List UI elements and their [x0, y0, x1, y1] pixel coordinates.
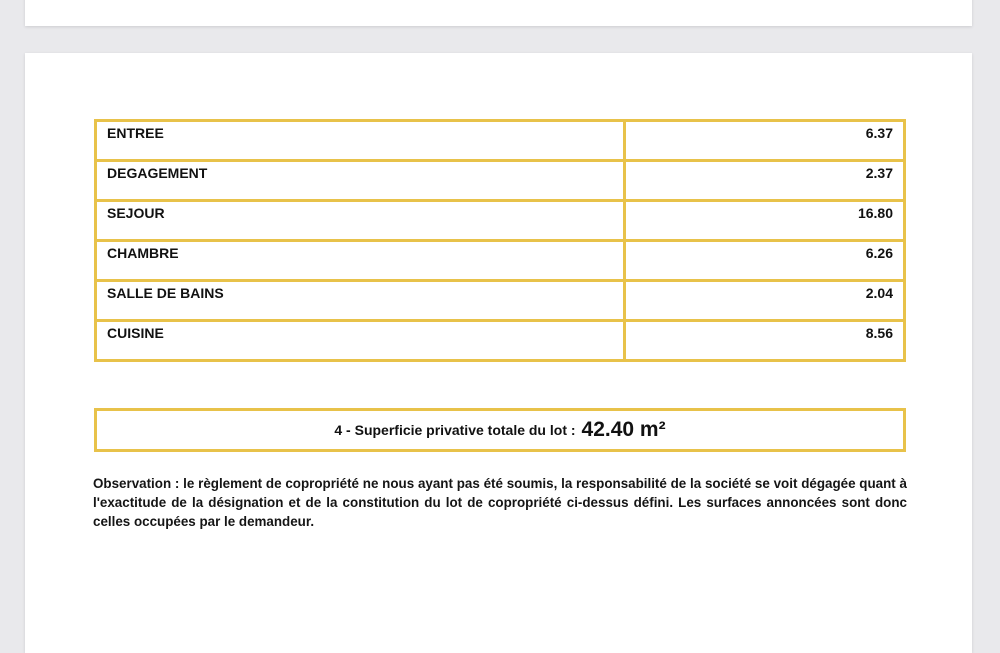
total-area-box — [94, 408, 906, 452]
table-row — [96, 241, 905, 281]
room-name: CUISINE — [96, 321, 625, 361]
room-name: SALLE DE BAINS — [96, 281, 625, 321]
table-row — [96, 281, 905, 321]
room-name: ENTREE — [96, 121, 625, 161]
room-name: SEJOUR — [96, 201, 625, 241]
rooms-table — [94, 119, 906, 362]
room-area: 16.80 — [625, 201, 905, 241]
table-row — [96, 201, 905, 241]
room-name: CHAMBRE — [96, 241, 625, 281]
room-area: 8.56 — [625, 321, 905, 361]
table-row — [96, 321, 905, 361]
total-area-value: 42.40 m² — [581, 418, 666, 441]
room-area: 2.37 — [625, 161, 905, 201]
room-area: 6.37 — [625, 121, 905, 161]
room-name: DEGAGEMENT — [96, 161, 625, 201]
total-area-label: 4 - Superficie privative totale du lot : — [334, 422, 576, 438]
previous-page — [25, 0, 972, 26]
table-row — [96, 161, 905, 201]
room-area: 6.26 — [625, 241, 905, 281]
room-area: 2.04 — [625, 281, 905, 321]
document-page — [25, 53, 972, 653]
table-row — [96, 121, 905, 161]
observation-text: Observation : le règlement de copropriété ne nous ayant pas été soumis, la responsabilité de la société se voit dégagée quant à l'exactitude de la désignation et de la constitution du lot de copropriété ci-dessus défini. Les surfaces annoncées sont donc celles occupées par le demandeur. — [93, 476, 907, 529]
